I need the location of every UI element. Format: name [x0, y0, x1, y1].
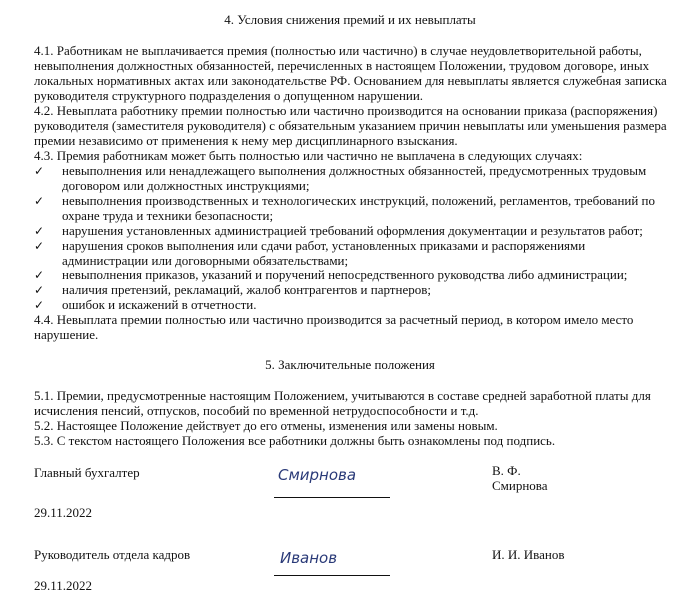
clause-4-2-line: премии независимо от применения к нему мер дисциплинарного взыскания. [34, 133, 458, 148]
list-item: наличия претензий, рекламаций, жалоб контрагентов и партнеров; [62, 282, 431, 297]
signature-date: 29.11.2022 [34, 578, 93, 593]
signer-surname: Смирнова [492, 478, 548, 493]
section-5-title: 5. Заключительные положения [265, 357, 435, 372]
handwritten-signature: Иванов [280, 549, 338, 567]
clause-4-1-line: невыполнения должностных обязанностей, перечисленных в настоящем Положении, трудовом договоре, иных [34, 58, 650, 73]
list-item-continuation: администрации или договорными обязательствами; [62, 253, 349, 268]
list-item: нарушения сроков выполнения или сдачи работ, установленных приказами и распоряжениями [62, 238, 586, 253]
clause-4-1-line: локальных нормативных актах или законодательстве РФ. Основанием для невыплаты является служебная записка [34, 73, 667, 88]
signer-initials: В. Ф. [492, 463, 521, 478]
list-item: ошибок и искажений в отчетности. [62, 297, 257, 312]
section-4-title: 4. Условия снижения премий и их невыплаты [224, 12, 476, 27]
clause-4-4-line: нарушение. [34, 327, 99, 342]
signer-name: И. И. Иванов [492, 547, 565, 562]
signature-line [274, 575, 390, 576]
checkmark-icon: ✓ [34, 283, 45, 297]
clause-4-2-line: 4.2. Невыплата работнику премии полностью или частично производится на основании приказа (распоряжения) [34, 103, 658, 118]
checkmark-icon: ✓ [34, 194, 45, 208]
position-title: Руководитель отдела кадров [34, 547, 191, 562]
clause-4-3-intro: 4.3. Премия работникам может быть полностью или частично не выплачена в следующих случаях: [34, 148, 583, 163]
clause-5-line: исчисления пенсий, отпусков, пособий по временной нетрудоспособности и т.д. [34, 403, 479, 418]
list-item: невыполнения приказов, указаний и поручений непосредственного руководства либо администрации; [62, 267, 628, 282]
checkmark-icon: ✓ [34, 164, 45, 178]
list-item: нарушения установленных администрацией требований оформления документации и результатов работ; [62, 223, 643, 238]
clause-5-line: 5.3. С текстом настоящего Положения все работники должны быть ознакомлены под подпись. [34, 433, 556, 448]
position-title: Главный бухгалтер [34, 465, 140, 480]
clause-5-line: 5.1. Премии, предусмотренные настоящим Положением, учитываются в составе средней заработной платы для [34, 388, 651, 403]
list-item-continuation: охране труда и техники безопасности; [62, 208, 274, 223]
handwritten-signature: Смирнова [278, 466, 357, 484]
clause-4-1-line: 4.1. Работникам не выплачивается премия (полностью или частично) в случае неудовлетворительной работы, [34, 43, 642, 58]
clause-5-line: 5.2. Настоящее Положение действует до его отмены, изменения или замены новым. [34, 418, 498, 433]
list-item-continuation: договором или должностных инструкциями; [62, 178, 310, 193]
signature-line [274, 497, 390, 498]
clause-4-2-line: руководителя (заместителя руководителя) с обязательным указанием причин невыплаты или уменьшения размера [34, 118, 667, 133]
clause-4-1-line: руководителя структурного подразделения о допущенном нарушении. [34, 88, 424, 103]
signature-date: 29.11.2022 [34, 505, 93, 520]
checkmark-icon: ✓ [34, 298, 45, 312]
checkmark-icon: ✓ [34, 268, 45, 282]
clause-4-4-line: 4.4. Невыплата премии полностью или частично производится за расчетный период, в котором имело место [34, 312, 634, 327]
list-item: невыполнения или ненадлежащего выполнения должностных обязанностей, предусмотренных трудовым [62, 163, 647, 178]
checkmark-icon: ✓ [34, 239, 45, 253]
list-item: невыполнения производственных и технологических инструкций, положений, регламентов, требований по [62, 193, 656, 208]
checkmark-icon: ✓ [34, 224, 45, 238]
